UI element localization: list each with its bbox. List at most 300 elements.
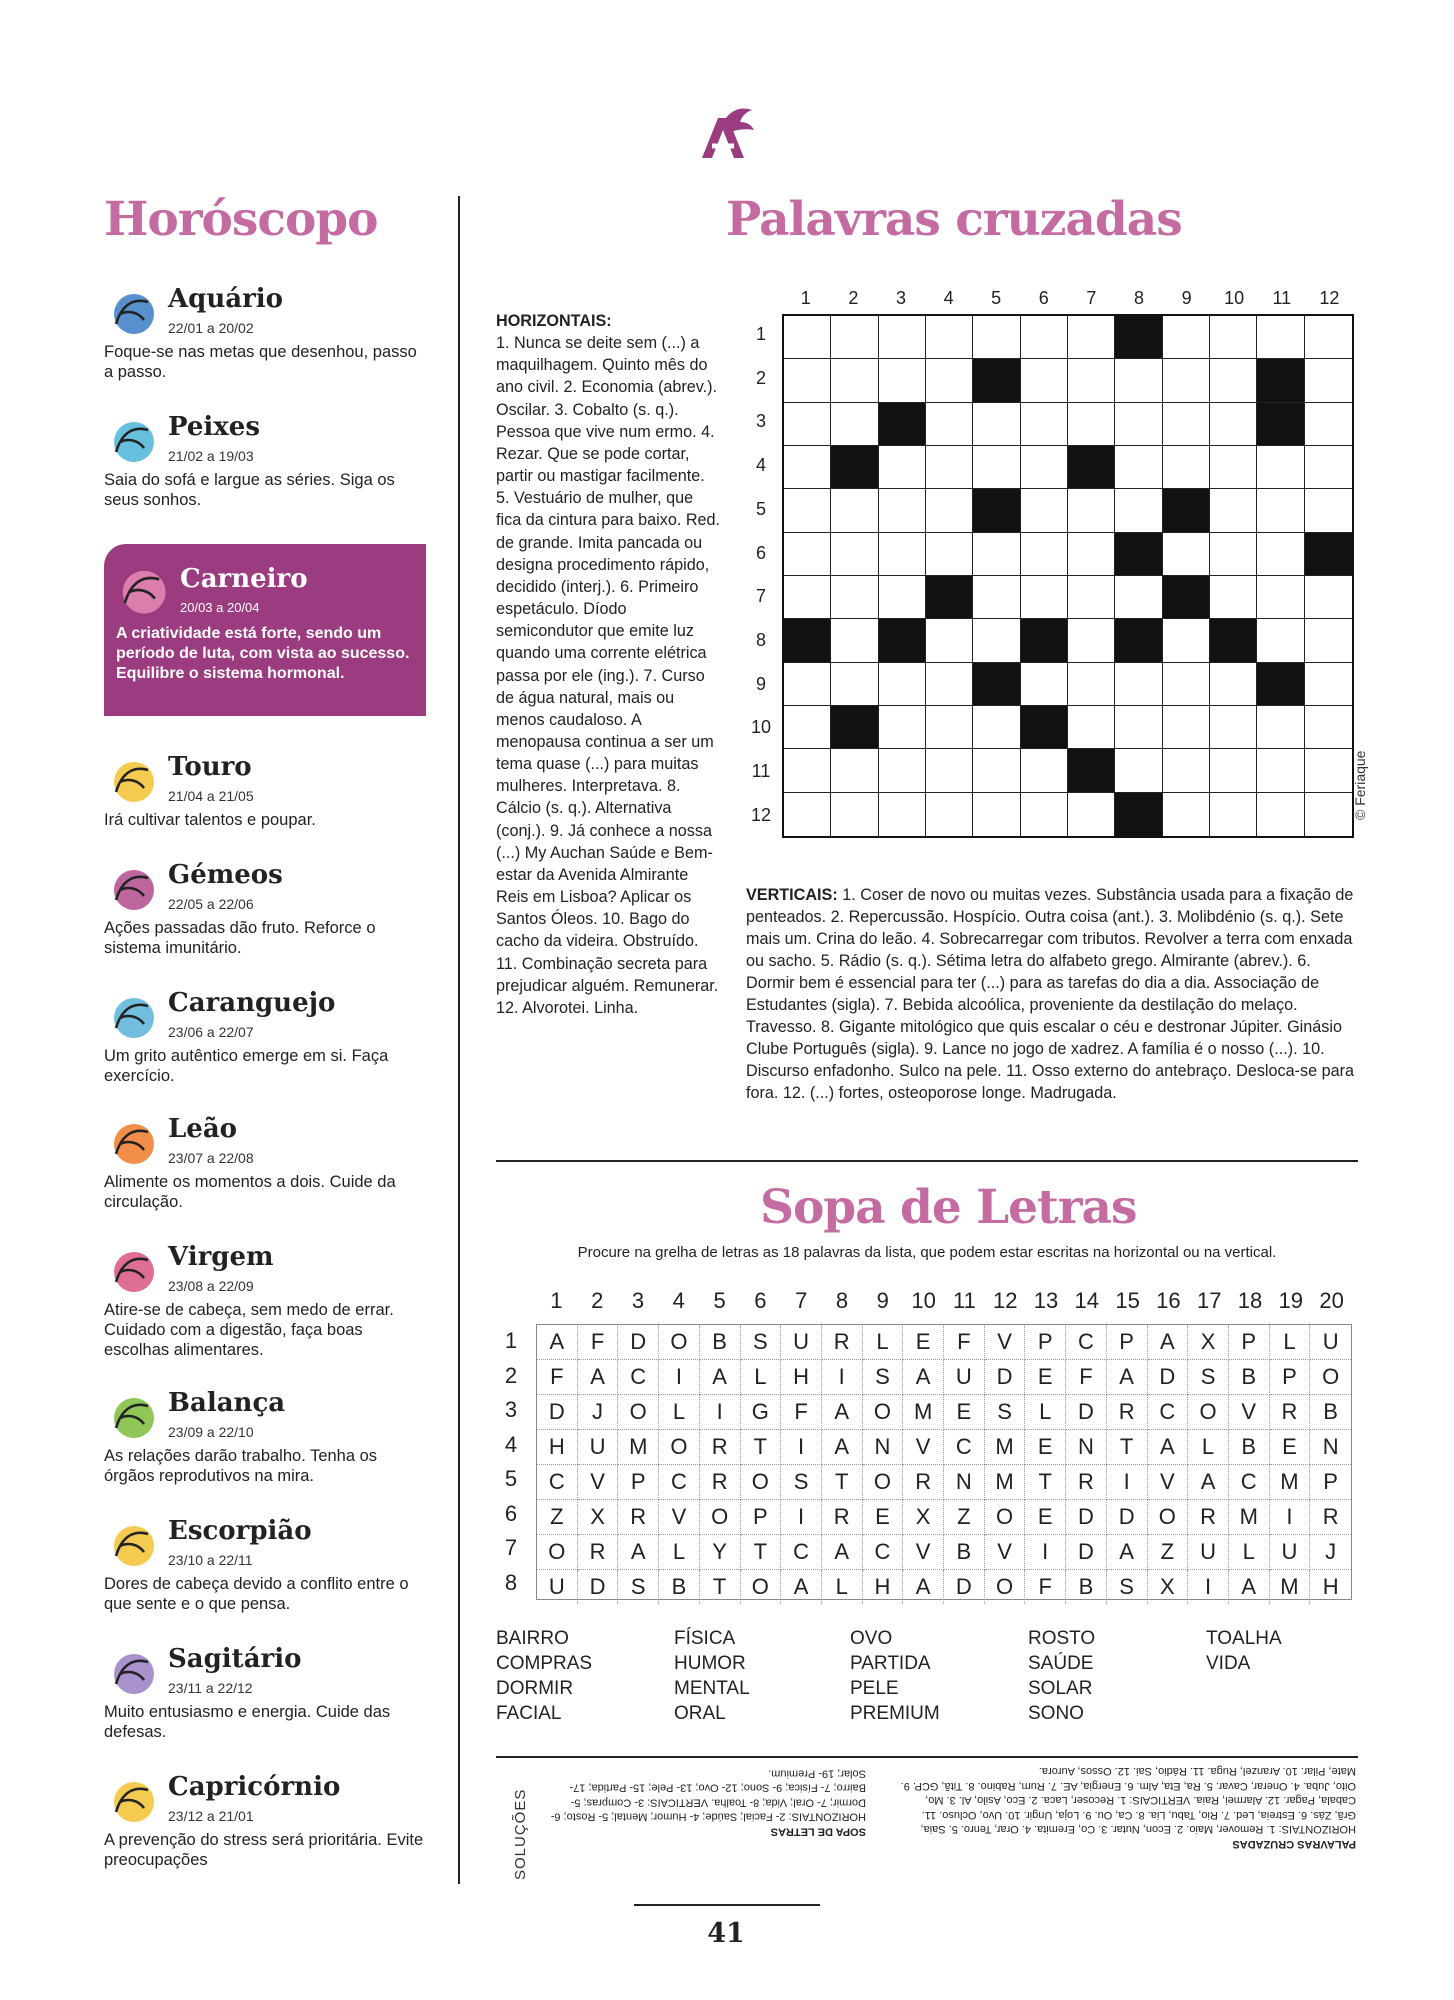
crossword-cell[interactable] — [1021, 316, 1068, 359]
wordsearch-letter[interactable]: S — [985, 1395, 1026, 1430]
aries-icon — [112, 560, 172, 620]
crossword-cell[interactable] — [879, 359, 926, 402]
wordsearch-letter[interactable]: O — [618, 1395, 659, 1430]
wordsearch-letter[interactable]: P — [618, 1465, 659, 1500]
footer-rule — [634, 1904, 820, 1906]
crossword-cell[interactable] — [1305, 316, 1352, 359]
wordsearch-letter[interactable]: X — [578, 1500, 619, 1535]
wordsearch-letter[interactable]: B — [659, 1570, 700, 1604]
wordsearch-letter[interactable]: M — [1270, 1570, 1311, 1604]
crossword-cell[interactable] — [926, 316, 973, 359]
crossword-cell[interactable] — [1210, 316, 1257, 359]
crossword-cell[interactable] — [1257, 316, 1304, 359]
crossword-cell[interactable] — [973, 793, 1020, 836]
wordsearch-letter[interactable]: T — [822, 1465, 863, 1500]
crossword-cell[interactable] — [1163, 663, 1210, 706]
wordsearch-letter[interactable]: A — [618, 1535, 659, 1570]
wordsearch-letter[interactable]: M — [618, 1430, 659, 1465]
wordsearch-letter[interactable]: L — [1229, 1535, 1270, 1570]
wordsearch-letter[interactable]: I — [822, 1360, 863, 1395]
wordsearch-letter[interactable]: A — [822, 1430, 863, 1465]
wordsearch-column-number: 12 — [992, 1288, 1018, 1313]
wordsearch-letter[interactable]: O — [741, 1465, 782, 1500]
wordsearch-letter[interactable]: R — [578, 1535, 619, 1570]
wordsearch-letter[interactable]: B — [1229, 1430, 1270, 1465]
wordsearch-letter[interactable]: U — [1310, 1325, 1351, 1360]
wordsearch-letter[interactable]: T — [741, 1535, 782, 1570]
crossword-cell[interactable] — [1115, 663, 1162, 706]
wordsearch-letter[interactable]: S — [1107, 1570, 1148, 1604]
wordsearch-letter[interactable]: S — [1188, 1360, 1229, 1395]
crossword-cell[interactable] — [1305, 446, 1352, 489]
crossword-cell[interactable] — [1210, 663, 1257, 706]
wordsearch-letter[interactable]: F — [537, 1360, 578, 1395]
wordsearch-letter[interactable]: R — [700, 1430, 741, 1465]
wordsearch-letter[interactable]: A — [903, 1360, 944, 1395]
crossword-cell[interactable] — [879, 489, 926, 532]
wordsearch-letter[interactable]: M — [1229, 1500, 1270, 1535]
wordsearch-letter[interactable]: N — [863, 1430, 904, 1465]
wordsearch-letter[interactable]: U — [1270, 1535, 1311, 1570]
crossword-cell[interactable] — [784, 706, 831, 749]
wordsearch-letter[interactable]: U — [537, 1570, 578, 1604]
wordsearch-letter[interactable]: Z — [1148, 1535, 1189, 1570]
crossword-cell[interactable] — [1021, 663, 1068, 706]
wordsearch-letter[interactable]: E — [1025, 1360, 1066, 1395]
wordsearch-letter[interactable]: M — [1270, 1465, 1311, 1500]
wordsearch-letter[interactable]: B — [944, 1535, 985, 1570]
crossword-black-cell — [831, 706, 878, 749]
crossword-row-number: 9 — [755, 673, 766, 694]
crossword-cell[interactable] — [784, 403, 831, 446]
crossword-cell[interactable] — [1163, 793, 1210, 836]
crossword-cell[interactable] — [1068, 619, 1115, 662]
crossword-cell[interactable] — [1163, 316, 1210, 359]
wordsearch-letter[interactable]: R — [618, 1500, 659, 1535]
crossword-cell[interactable] — [1210, 749, 1257, 792]
wordsearch-letter[interactable]: G — [741, 1395, 782, 1430]
wordsearch-column-numbers — [536, 1288, 1352, 1316]
crossword-cell[interactable] — [831, 663, 878, 706]
crossword-cell[interactable] — [926, 793, 973, 836]
crossword-cell[interactable] — [1210, 706, 1257, 749]
crossword-cell[interactable] — [1115, 403, 1162, 446]
wordsearch-letter[interactable]: L — [822, 1570, 863, 1604]
crossword-cell[interactable] — [973, 403, 1020, 446]
pisces-icon — [104, 412, 160, 468]
capricorn-icon — [104, 1772, 160, 1828]
wordsearch-letter[interactable]: J — [578, 1395, 619, 1430]
crossword-cell[interactable] — [1068, 489, 1115, 532]
crossword-cell[interactable] — [1305, 576, 1352, 619]
crossword-cell[interactable] — [879, 793, 926, 836]
crossword-cell[interactable] — [1115, 359, 1162, 402]
crossword-cell[interactable] — [973, 619, 1020, 662]
wordsearch-letter[interactable]: V — [1148, 1465, 1189, 1500]
crossword-cell[interactable] — [926, 749, 973, 792]
wordsearch-letter[interactable]: S — [781, 1465, 822, 1500]
crossword-cell[interactable] — [1021, 576, 1068, 619]
wordsearch-letter[interactable]: M — [903, 1395, 944, 1430]
wordsearch-letter[interactable]: F — [578, 1325, 619, 1360]
crossword-cell[interactable] — [926, 359, 973, 402]
wordsearch-letter[interactable]: A — [1107, 1535, 1148, 1570]
crossword-cell[interactable] — [831, 576, 878, 619]
wordsearch-instructions: Procure na grelha de letras as 18 palavras da lista, que podem estar escritas na horizontal ou na vertical. — [577, 1244, 1277, 1261]
wordsearch-column-number: 2 — [591, 1288, 604, 1313]
wordsearch-letter[interactable]: S — [618, 1570, 659, 1604]
crossword-black-cell — [1163, 489, 1210, 532]
wordsearch-letter[interactable]: F — [1025, 1570, 1066, 1604]
crossword-cell[interactable] — [1257, 576, 1304, 619]
crossword-cell[interactable] — [926, 489, 973, 532]
crossword-cell[interactable] — [1115, 446, 1162, 489]
wordsearch-letter[interactable]: R — [1066, 1465, 1107, 1500]
wordsearch-letter[interactable]: F — [944, 1325, 985, 1360]
wordsearch-letter[interactable]: C — [618, 1360, 659, 1395]
wordsearch-letter[interactable]: D — [1148, 1360, 1189, 1395]
crossword-cell[interactable] — [879, 446, 926, 489]
crossword-cell[interactable] — [784, 489, 831, 532]
wordsearch-letter[interactable]: V — [985, 1535, 1026, 1570]
wordsearch-letter[interactable]: V — [659, 1500, 700, 1535]
crossword-cell[interactable] — [1210, 446, 1257, 489]
wordsearch-letter[interactable]: C — [1066, 1325, 1107, 1360]
wordsearch-letter[interactable]: O — [863, 1465, 904, 1500]
wordsearch-letter[interactable]: A — [537, 1325, 578, 1360]
wordsearch-letter[interactable]: I — [700, 1395, 741, 1430]
wordsearch-letter[interactable]: X — [903, 1500, 944, 1535]
crossword-cell[interactable] — [879, 749, 926, 792]
wordsearch-letter[interactable]: L — [659, 1535, 700, 1570]
wordsearch-letter[interactable]: P — [1025, 1325, 1066, 1360]
wordsearch-letter[interactable]: C — [863, 1535, 904, 1570]
wordsearch-letter[interactable]: U — [944, 1360, 985, 1395]
wordsearch-letter[interactable]: A — [822, 1395, 863, 1430]
wordsearch-letter[interactable]: E — [1270, 1430, 1311, 1465]
sign-name: Aquário — [168, 284, 284, 314]
wordsearch-letter[interactable]: O — [700, 1500, 741, 1535]
wordsearch-letter[interactable]: C — [781, 1535, 822, 1570]
crossword-cell[interactable] — [926, 403, 973, 446]
wordsearch-letter[interactable]: O — [741, 1570, 782, 1604]
crossword-cell[interactable] — [879, 706, 926, 749]
wordsearch-letter[interactable]: A — [700, 1360, 741, 1395]
crossword-cell[interactable] — [1305, 663, 1352, 706]
wordsearch-letter[interactable]: R — [822, 1500, 863, 1535]
crossword-cell[interactable] — [1163, 533, 1210, 576]
wordsearch-letter[interactable]: F — [781, 1395, 822, 1430]
crossword-cell[interactable] — [1068, 793, 1115, 836]
wordsearch-letter[interactable]: R — [1270, 1395, 1311, 1430]
crossword-cell[interactable] — [1163, 403, 1210, 446]
wordsearch-letter[interactable]: I — [1025, 1535, 1066, 1570]
wordsearch-letter[interactable]: D — [944, 1570, 985, 1604]
wordsearch-letter[interactable]: R — [700, 1465, 741, 1500]
crossword-cell[interactable] — [784, 316, 831, 359]
wordsearch-letter[interactable]: O — [863, 1395, 904, 1430]
wordsearch-letter[interactable]: P — [1229, 1325, 1270, 1360]
crossword-cell[interactable] — [1305, 359, 1352, 402]
crossword-cell[interactable] — [1068, 403, 1115, 446]
crossword-cell[interactable] — [831, 316, 878, 359]
crossword-cell[interactable] — [1257, 706, 1304, 749]
wordsearch-letter[interactable]: O — [1310, 1360, 1351, 1395]
wordsearch-letter[interactable]: B — [700, 1325, 741, 1360]
wordsearch-letter[interactable]: A — [1188, 1465, 1229, 1500]
wordsearch-letter[interactable]: C — [659, 1465, 700, 1500]
wordsearch-letter[interactable]: O — [659, 1430, 700, 1465]
wordsearch-letter[interactable]: A — [822, 1535, 863, 1570]
wordsearch-letter[interactable]: C — [537, 1465, 578, 1500]
crossword-cell[interactable] — [1163, 359, 1210, 402]
wordsearch-letter[interactable]: L — [741, 1360, 782, 1395]
wordsearch-letter[interactable]: E — [1025, 1430, 1066, 1465]
wordsearch-letter[interactable]: E — [944, 1395, 985, 1430]
wordsearch-letter[interactable]: X — [1148, 1570, 1189, 1604]
crossword-cell[interactable] — [831, 793, 878, 836]
wordsearch-letter[interactable]: P — [741, 1500, 782, 1535]
crossword-cell[interactable] — [1115, 489, 1162, 532]
crossword-cell[interactable] — [1305, 403, 1352, 446]
wordsearch-letter[interactable]: O — [537, 1535, 578, 1570]
crossword-cell[interactable] — [1021, 533, 1068, 576]
crossword-cell[interactable] — [1257, 749, 1304, 792]
wordsearch-letter[interactable]: P — [1107, 1325, 1148, 1360]
crossword-cell[interactable] — [879, 316, 926, 359]
wordsearch-letter[interactable]: D — [618, 1325, 659, 1360]
crossword-cell[interactable] — [1305, 706, 1352, 749]
crossword-cell[interactable] — [1068, 533, 1115, 576]
wordsearch-letter[interactable]: P — [1310, 1465, 1351, 1500]
wordsearch-letter[interactable]: U — [781, 1325, 822, 1360]
crossword-cell[interactable] — [926, 533, 973, 576]
crossword-cell[interactable] — [784, 749, 831, 792]
crossword-cell[interactable] — [1115, 576, 1162, 619]
wordsearch-letter[interactable]: C — [1229, 1465, 1270, 1500]
crossword-cell[interactable] — [926, 706, 973, 749]
crossword-cell[interactable] — [1305, 489, 1352, 532]
wordsearch-letter[interactable]: N — [1066, 1430, 1107, 1465]
crossword-cell[interactable] — [784, 793, 831, 836]
wordsearch-letter[interactable]: D — [1066, 1535, 1107, 1570]
crossword-cell[interactable] — [1163, 749, 1210, 792]
wordsearch-letter[interactable]: H — [537, 1430, 578, 1465]
crossword-cell[interactable] — [1210, 489, 1257, 532]
crossword-cell[interactable] — [879, 576, 926, 619]
crossword-cell[interactable] — [831, 749, 878, 792]
wordsearch-letter[interactable]: O — [659, 1325, 700, 1360]
crossword-cell[interactable] — [926, 663, 973, 706]
crossword-cell[interactable] — [831, 619, 878, 662]
crossword-cell[interactable] — [784, 446, 831, 489]
word-list-column — [1028, 1626, 1095, 1726]
wordsearch-letter[interactable]: U — [1188, 1535, 1229, 1570]
wordsearch-letter[interactable]: M — [985, 1465, 1026, 1500]
wordsearch-letter[interactable]: I — [781, 1430, 822, 1465]
crossword-cell[interactable] — [926, 619, 973, 662]
crossword-cell[interactable] — [1021, 359, 1068, 402]
crossword-cell[interactable] — [1257, 489, 1304, 532]
crossword-cell[interactable] — [1305, 749, 1352, 792]
wordsearch-letter[interactable]: B — [1229, 1360, 1270, 1395]
crossword-cell[interactable] — [1115, 706, 1162, 749]
wordsearch-letter[interactable]: R — [1107, 1395, 1148, 1430]
wordsearch-letter[interactable]: F — [1066, 1360, 1107, 1395]
wordsearch-letter[interactable]: V — [903, 1535, 944, 1570]
wordsearch-letter[interactable]: L — [1270, 1325, 1311, 1360]
crossword-cell[interactable] — [831, 359, 878, 402]
crossword-cell[interactable] — [1210, 359, 1257, 402]
crossword-cell[interactable] — [1021, 489, 1068, 532]
wordsearch-letter[interactable]: D — [1066, 1395, 1107, 1430]
wordsearch-letter[interactable]: R — [903, 1465, 944, 1500]
wordsearch-letter[interactable]: H — [781, 1360, 822, 1395]
crossword-cell[interactable] — [1210, 793, 1257, 836]
crossword-cell[interactable] — [973, 576, 1020, 619]
wordsearch-letter[interactable]: D — [1107, 1500, 1148, 1535]
wordsearch-letter[interactable]: T — [1107, 1430, 1148, 1465]
crossword-cell[interactable] — [1115, 749, 1162, 792]
wordsearch-letter[interactable]: I — [659, 1360, 700, 1395]
crossword-cell[interactable] — [784, 533, 831, 576]
crossword-cell[interactable] — [1068, 316, 1115, 359]
crossword-cell[interactable] — [1210, 576, 1257, 619]
wordsearch-letter[interactable]: L — [1188, 1430, 1229, 1465]
wordsearch-letter[interactable]: E — [1025, 1500, 1066, 1535]
crossword-cell[interactable] — [1163, 706, 1210, 749]
wordsearch-letter[interactable]: O — [985, 1500, 1026, 1535]
crossword-cell[interactable] — [831, 489, 878, 532]
wordsearch-letter[interactable]: L — [863, 1325, 904, 1360]
wordsearch-letter[interactable]: O — [985, 1570, 1026, 1604]
crossword-cell[interactable] — [973, 706, 1020, 749]
crossword-cell[interactable] — [1210, 403, 1257, 446]
wordsearch-letter[interactable]: A — [1148, 1325, 1189, 1360]
word-list-item: FACIAL — [496, 1703, 562, 1724]
crossword-cell[interactable] — [1021, 749, 1068, 792]
crossword-cell[interactable] — [1068, 706, 1115, 749]
wordsearch-letter[interactable]: E — [903, 1325, 944, 1360]
wordsearch-letter[interactable]: I — [1270, 1500, 1311, 1535]
crossword-cell[interactable] — [1021, 446, 1068, 489]
crossword-cell[interactable] — [973, 316, 1020, 359]
sign-name: Carneiro — [180, 564, 308, 594]
wordsearch-letter[interactable]: T — [741, 1430, 782, 1465]
wordsearch-letter[interactable]: V — [903, 1430, 944, 1465]
wordsearch-letter[interactable]: X — [1188, 1325, 1229, 1360]
wordsearch-letter[interactable]: I — [781, 1500, 822, 1535]
wordsearch-letter[interactable]: V — [1229, 1395, 1270, 1430]
crossword-cell[interactable] — [784, 663, 831, 706]
wordsearch-letter[interactable]: D — [578, 1570, 619, 1604]
wordsearch-letter[interactable]: R — [1310, 1500, 1351, 1535]
crossword-cell[interactable] — [973, 446, 1020, 489]
wordsearch-letter[interactable]: U — [578, 1430, 619, 1465]
wordsearch-letter[interactable]: H — [863, 1570, 904, 1604]
wordsearch-letter[interactable]: D — [985, 1360, 1026, 1395]
wordsearch-letter[interactable]: A — [578, 1360, 619, 1395]
wordsearch-letter[interactable]: S — [741, 1325, 782, 1360]
wordsearch-letter[interactable]: N — [1310, 1430, 1351, 1465]
word-list-item: MENTAL — [674, 1678, 750, 1699]
wordsearch-letter[interactable]: J — [1310, 1535, 1351, 1570]
crossword-cell[interactable] — [1068, 576, 1115, 619]
crossword-cell[interactable] — [973, 749, 1020, 792]
crossword-cell[interactable] — [1210, 533, 1257, 576]
crossword-cell[interactable] — [1021, 793, 1068, 836]
wordsearch-letter[interactable]: V — [578, 1465, 619, 1500]
crossword-cell[interactable] — [879, 663, 926, 706]
crossword-cell[interactable] — [1068, 359, 1115, 402]
wordsearch-letter[interactable]: M — [985, 1430, 1026, 1465]
wordsearch-letter[interactable]: O — [1148, 1500, 1189, 1535]
crossword-cell[interactable] — [784, 359, 831, 402]
crossword-cell[interactable] — [1305, 619, 1352, 662]
wordsearch-letter[interactable]: L — [659, 1395, 700, 1430]
wordsearch-letter[interactable]: A — [1148, 1430, 1189, 1465]
wordsearch-letter[interactable]: A — [781, 1570, 822, 1604]
crossword-cell[interactable] — [1163, 619, 1210, 662]
wordsearch-letter[interactable]: D — [1066, 1500, 1107, 1535]
crossword-cell[interactable] — [1257, 533, 1304, 576]
wordsearch-letter[interactable]: R — [822, 1325, 863, 1360]
wordsearch-letter[interactable]: V — [985, 1325, 1026, 1360]
wordsearch-letter[interactable]: D — [537, 1395, 578, 1430]
wordsearch-letter[interactable]: R — [1188, 1500, 1229, 1535]
wordsearch-letter[interactable]: E — [863, 1500, 904, 1535]
wordsearch-letter[interactable]: Z — [944, 1500, 985, 1535]
crossword-cell[interactable] — [1257, 793, 1304, 836]
sign-name: Sagitário — [168, 1644, 302, 1674]
wordsearch-letter[interactable]: Z — [537, 1500, 578, 1535]
wordsearch-letter[interactable]: Y — [700, 1535, 741, 1570]
crossword-cell[interactable] — [973, 533, 1020, 576]
wordsearch-letter[interactable]: A — [1107, 1360, 1148, 1395]
wordsearch-letter[interactable]: B — [1310, 1395, 1351, 1430]
wordsearch-letter[interactable]: A — [1229, 1570, 1270, 1604]
wordsearch-letter[interactable]: I — [1188, 1570, 1229, 1604]
wordsearch-letter[interactable]: O — [1188, 1395, 1229, 1430]
wordsearch-letter[interactable]: B — [1066, 1570, 1107, 1604]
crossword-cell[interactable] — [1305, 793, 1352, 836]
crossword-cell[interactable] — [831, 403, 878, 446]
wordsearch-letter[interactable]: I — [1107, 1465, 1148, 1500]
sign-dates: 22/05 a 22/06 — [168, 896, 254, 912]
crossword-cell[interactable] — [926, 446, 973, 489]
crossword-cell[interactable] — [1021, 403, 1068, 446]
crossword-cell[interactable] — [1163, 446, 1210, 489]
crossword-cell[interactable] — [1068, 663, 1115, 706]
wordsearch-letter[interactable]: S — [863, 1360, 904, 1395]
wordsearch-letter[interactable]: P — [1270, 1360, 1311, 1395]
wordsearch-letter[interactable]: C — [944, 1430, 985, 1465]
wordsearch-letter[interactable]: A — [903, 1570, 944, 1604]
crossword-cell[interactable] — [784, 576, 831, 619]
crossword-cell[interactable] — [879, 533, 926, 576]
wordsearch-letter[interactable]: H — [1322, 1574, 1339, 1599]
wordsearch-letter[interactable]: N — [944, 1465, 985, 1500]
crossword-cell[interactable] — [831, 533, 878, 576]
sign-dates: 22/01 a 20/02 — [168, 320, 254, 336]
crossword-cell[interactable] — [1257, 446, 1304, 489]
crossword-cell[interactable] — [1257, 619, 1304, 662]
wordsearch-letter[interactable]: T — [1025, 1465, 1066, 1500]
wordsearch-row-numbers — [496, 1324, 526, 1600]
wordsearch-letter[interactable]: C — [1148, 1395, 1189, 1430]
wordsearch-letter[interactable]: T — [700, 1570, 741, 1604]
wordsearch-letter[interactable]: L — [1025, 1395, 1066, 1430]
